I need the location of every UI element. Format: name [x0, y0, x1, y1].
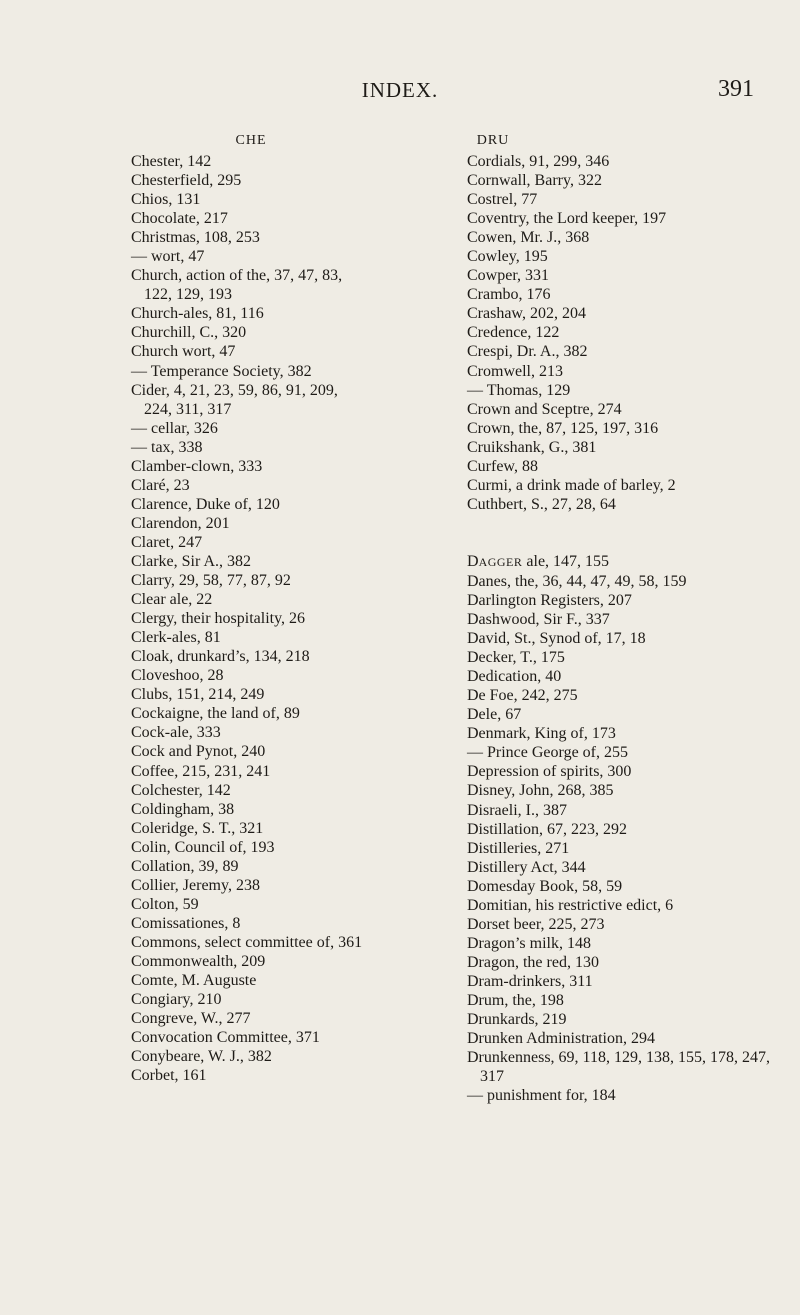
index-entry: Collier, Jeremy, 238	[131, 876, 260, 894]
index-entry: Colchester, 142	[131, 781, 231, 799]
index-entry: David, St., Synod of, 17, 18	[467, 630, 646, 648]
index-entry: Churchill, C., 320	[131, 324, 247, 342]
index-entry: Collation, 39, 89	[131, 857, 239, 875]
index-entry: Disney, John, 268, 385	[467, 782, 614, 800]
index-entry: Commonwealth, 209	[131, 952, 266, 970]
page-number: 391	[718, 76, 754, 102]
index-entry: Conybeare, W. J., 382	[131, 1048, 272, 1066]
index-entry: Comissationes, 8	[131, 914, 241, 932]
index-entry: Church-ales, 81, 116	[131, 305, 264, 323]
index-entry: Drunken Administration, 294	[467, 1030, 655, 1048]
index-entry: Cowen, Mr. J., 368	[467, 229, 590, 247]
index-entry: Chocolate, 217	[131, 210, 228, 228]
index-entry: Corbet, 161	[131, 1067, 207, 1085]
column-heading-right: DRU	[476, 133, 510, 148]
index-entry: Danes, the, 36, 44, 47, 49, 58, 159	[467, 572, 687, 590]
index-entry: Curmi, a drink made of barley, 2	[467, 476, 676, 494]
index-entry: Clarendon, 201	[131, 514, 230, 532]
index-entry: Domitian, his restrictive edict, 6	[467, 896, 674, 914]
index-entry: Cromwell, 213	[467, 362, 563, 380]
index-entry: Cider, 4, 21, 23, 59, 86, 91, 209, 224, 311, 317	[131, 381, 338, 418]
index-entry: Clerk-ales, 81	[131, 629, 221, 647]
index-entry: Cuthbert, S., 27, 28, 64	[467, 495, 616, 513]
page-title: INDEX.	[361, 78, 439, 102]
index-entry: Coldingham, 38	[131, 800, 235, 818]
entry-rest: ale, 147, 155	[522, 552, 610, 570]
index-entry: Dragon’s milk, 148	[467, 934, 591, 952]
index-entry: Cloveshoo, 28	[131, 667, 224, 685]
index-entry: Coventry, the Lord keeper, 197	[467, 210, 667, 228]
index-entry: — wort, 47	[131, 248, 205, 266]
index-entry: Cordials, 91, 299, 346	[467, 153, 610, 170]
index-entry: Cock and Pynot, 240	[131, 743, 266, 761]
index-entry: Clergy, their hospitality, 26	[131, 610, 306, 628]
index-entry: Drum, the, 198	[467, 991, 564, 1009]
index-entry: Curfew, 88	[467, 457, 538, 475]
index-entry: Cruikshank, G., 381	[467, 438, 597, 456]
index-column-right	[467, 130, 770, 1105]
index-entry: Christmas, 108, 253	[131, 229, 260, 247]
index-entry: Denmark, King of, 173	[467, 725, 616, 743]
index-entry: Colin, Council of, 193	[131, 838, 275, 856]
index-entry: Crambo, 176	[467, 286, 551, 304]
letter-section-gap	[467, 514, 767, 552]
index-entry: Coffee, 215, 231, 241	[131, 762, 271, 780]
index-entry: Crashaw, 202, 204	[467, 305, 586, 323]
index-entry: Convocation Committee, 371	[131, 1029, 320, 1047]
index-entry: Clarke, Sir A., 382	[131, 552, 251, 570]
index-entry: Disraeli, I., 387	[467, 801, 567, 819]
index-entry: Dele, 67	[467, 706, 522, 724]
index-entry: Dragon, the red, 130	[467, 953, 599, 971]
index-entry: Clear ale, 22	[131, 591, 213, 609]
index-entry: De Foe, 242, 275	[467, 687, 578, 705]
index-entry: Dashwood, Sir F., 337	[467, 611, 610, 629]
index-entry: Decker, T., 175	[467, 649, 565, 667]
entry-list-left	[131, 152, 391, 1085]
index-entry: Distillation, 67, 223, 292	[467, 820, 627, 838]
index-entry: Darlington Registers, 207	[467, 591, 632, 609]
index-entry: Drunkenness, 69, 118, 129, 138, 155, 178, 247, 317	[467, 1049, 770, 1086]
index-entry: Chester, 142	[131, 153, 212, 170]
index-entry: Costrel, 77	[467, 191, 538, 209]
index-entry: Church, action of the, 37, 47, 83, 122, 129, 193	[131, 267, 343, 304]
index-entry: Dedication, 40	[467, 668, 562, 686]
index-column-left	[131, 130, 391, 1085]
index-entry: Dram-drinkers, 311	[467, 972, 593, 990]
index-entry: Clubs, 151, 214, 249	[131, 686, 265, 704]
index-entry: Crown and Sceptre, 274	[467, 400, 622, 418]
index-entry: Depression of spirits, 300	[467, 763, 632, 781]
index-entry: Chesterfield, 295	[131, 172, 242, 190]
index-entry: Domesday Book, 58, 59	[467, 877, 623, 895]
index-entry: Comte, M. Auguste	[131, 972, 257, 990]
index-entry: — Thomas, 129	[467, 381, 571, 399]
index-entry: Cockaigne, the land of, 89	[131, 705, 300, 723]
column-heading-left: CHE	[235, 133, 267, 148]
index-entry: Clamber-clown, 333	[131, 457, 263, 475]
index-entry: Clarry, 29, 58, 77, 87, 92	[131, 572, 291, 590]
index-entry: — cellar, 326	[131, 419, 218, 437]
index-entry: Cornwall, Barry, 322	[467, 172, 602, 190]
index-entry: Crespi, Dr. A., 382	[467, 343, 588, 361]
index-entry: — Prince George of, 255	[467, 744, 628, 762]
index-entry: Colton, 59	[131, 895, 199, 913]
index-entry: Distillery Act, 344	[467, 858, 586, 876]
index-entry: Cowley, 195	[467, 248, 548, 266]
index-entry: Crown, the, 87, 125, 197, 316	[467, 419, 659, 437]
entry-smallcaps: AGGER	[478, 554, 523, 569]
index-entry: Cock-ale, 333	[131, 724, 221, 742]
index-entry: Cloak, drunkard’s, 134, 218	[131, 648, 310, 666]
index-entry: Commons, select committee of, 361	[131, 933, 363, 951]
index-entry: Credence, 122	[467, 324, 560, 342]
index-entry: Distilleries, 271	[467, 839, 570, 857]
index-entry: Congiary, 210	[131, 991, 222, 1009]
index-entry-dagger	[467, 552, 767, 572]
entry-list-right-c	[467, 152, 767, 514]
index-entry: — tax, 338	[131, 438, 203, 456]
index-entry: Claret, 247	[131, 533, 203, 551]
index-entry: Chios, 131	[131, 191, 201, 209]
index-entry: Claré, 23	[131, 476, 190, 494]
index-entry: Cowper, 331	[467, 267, 550, 285]
index-entry: Dorset beer, 225, 273	[467, 915, 605, 933]
index-entry: Clarence, Duke of, 120	[131, 495, 280, 513]
index-entry: Drunkards, 219	[467, 1011, 567, 1029]
index-entry: Coleridge, S. T., 321	[131, 819, 264, 837]
index-entry: — Temperance Society, 382	[131, 362, 312, 380]
entry-list-right-d	[467, 572, 770, 1105]
index-entry: — punishment for, 184	[467, 1087, 616, 1105]
index-entry: Congreve, W., 277	[131, 1010, 251, 1028]
entry-drop-letter: D	[467, 552, 479, 570]
index-entry: Church wort, 47	[131, 343, 236, 361]
